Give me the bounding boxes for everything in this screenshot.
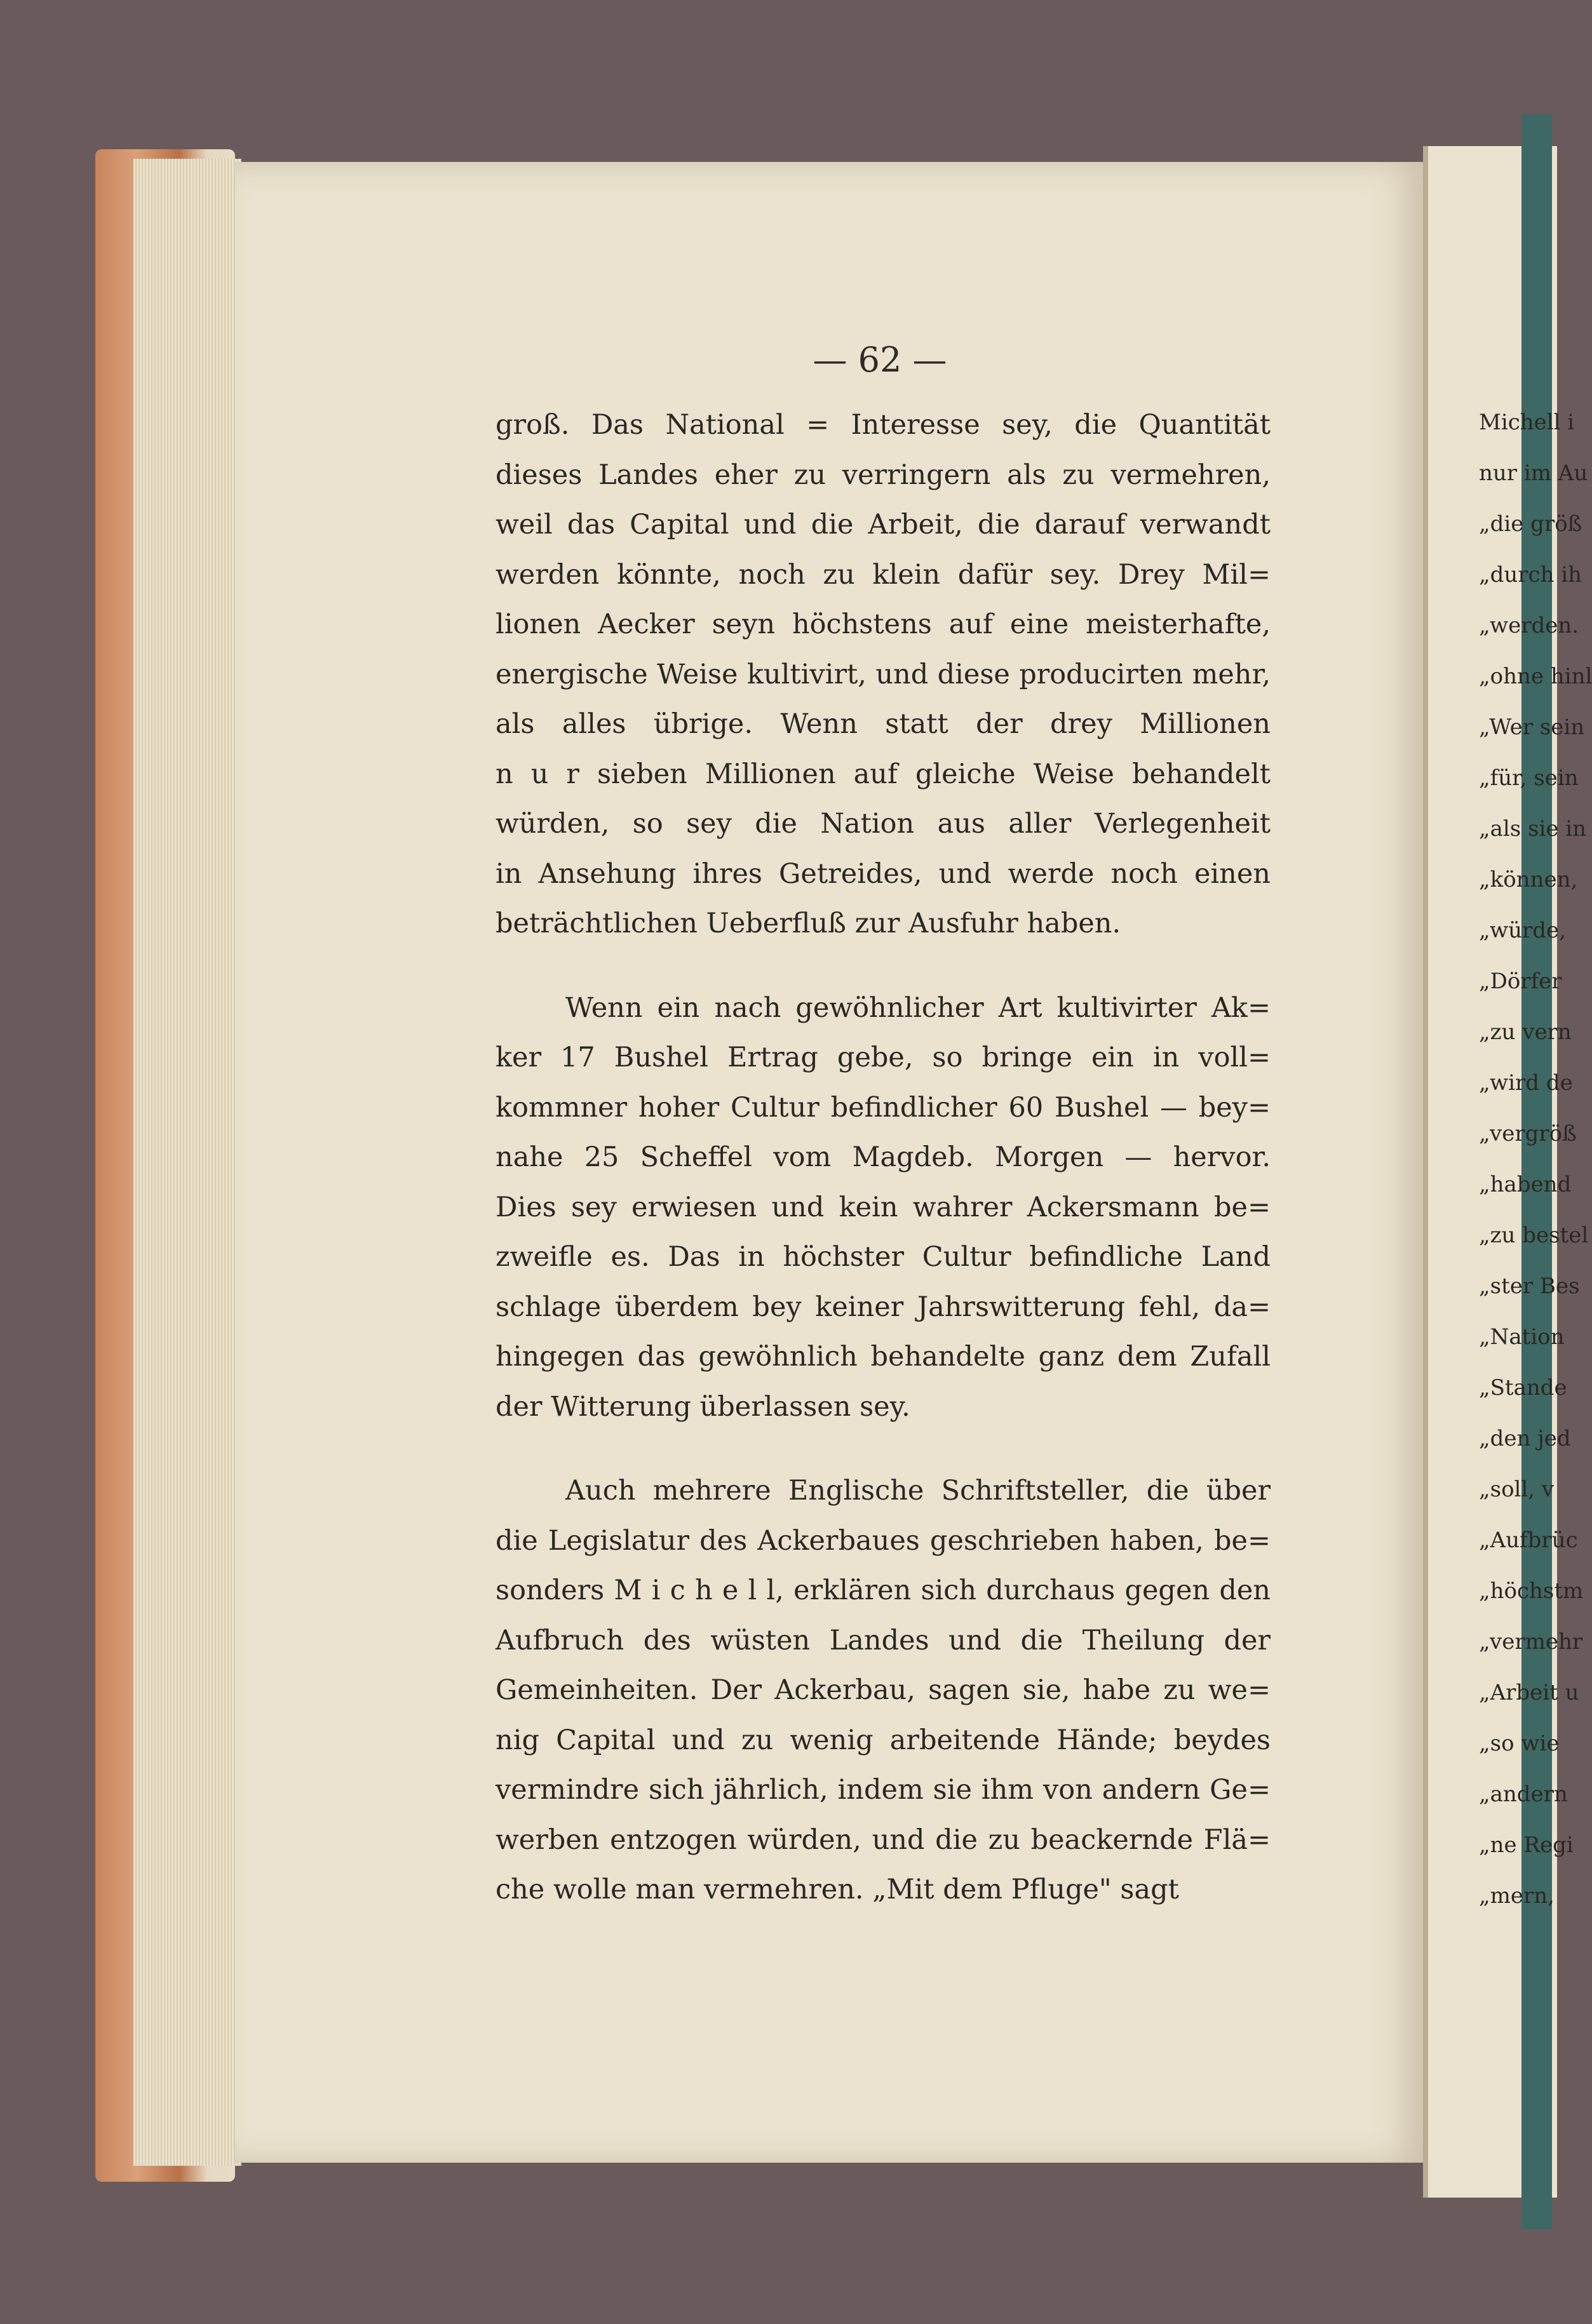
text-line: weil das Capital und die Arbeit, die darauf verwandt [496, 509, 1271, 541]
text-line: Gemeinheiten. Der Ackerbau, sagen sie, habe zu we= [496, 1674, 1271, 1706]
text-line: che wolle man vermehren. „Mit dem Pfluge" sagt [496, 1874, 1179, 1905]
text-line: groß. Das National = Interesse sey, die Quantität [496, 409, 1271, 441]
facing-text-line: „würde, [1479, 918, 1566, 943]
facing-text-line: „Arbeit u [1479, 1680, 1579, 1705]
page-body-text [496, 400, 1271, 1915]
facing-text-line: „andern [1479, 1782, 1568, 1807]
text-line: n u r sieben Millionen auf gleiche Weise behandelt [496, 758, 1271, 790]
text-line: kommner hoher Cultur befindlicher 60 Bushel — bey= [496, 1091, 1271, 1124]
facing-text-line: „höchstm [1479, 1578, 1584, 1604]
text-line: der Witterung überlassen sey. [496, 1390, 910, 1423]
paragraph [496, 400, 1271, 949]
page-number: — 62 — [813, 340, 947, 380]
paragraph [496, 1466, 1271, 1915]
text-line: Aufbruch des wüsten Landes und die Theilung der [496, 1624, 1271, 1656]
facing-text-line: nur im Au [1479, 460, 1588, 486]
facing-text-line: „ohne hinl [1479, 664, 1592, 689]
facing-text-line: „die größ [1479, 511, 1582, 537]
text-line: beträchtlichen Ueberfluß zur Ausfuhr haben. [496, 908, 1121, 939]
text-line: vermindre sich jährlich, indem sie ihm von andern Ge= [496, 1774, 1271, 1806]
facing-text-line: „so wie [1479, 1731, 1560, 1756]
text-line: nig Capital und zu wenig arbeitende Hände; beydes [496, 1724, 1271, 1756]
facing-text-line: „Aufbrüc [1479, 1528, 1578, 1553]
text-line: werben entzogen würden, und die zu beackernde Flä= [496, 1824, 1271, 1856]
facing-text-line: „wird de [1479, 1070, 1573, 1096]
facing-text-line: „zu vern [1479, 1019, 1572, 1045]
text-line: dieses Landes eher zu verringern als zu vermehren, [496, 459, 1271, 491]
facing-text-line: „als sie in [1479, 816, 1587, 842]
facing-text-line: „soll, v [1479, 1477, 1555, 1502]
page-stack-edges [133, 159, 241, 2166]
text-line: werden könnte, noch zu klein dafür sey. Drey Mil= [496, 558, 1271, 591]
facing-text-line: „habend [1479, 1172, 1572, 1197]
facing-text-line: „für, sein [1479, 765, 1579, 791]
text-line: Wenn ein nach gewöhnlicher Art kultivirter Ak= [565, 991, 1271, 1024]
facing-text-line: „können, [1479, 867, 1578, 892]
facing-text-line: „Dörfer [1479, 969, 1562, 994]
text-line: lionen Aecker seyn höchstens auf eine meisterhafte, [496, 608, 1271, 640]
facing-page-text [1479, 397, 1592, 1921]
facing-text-line: „Nation [1479, 1324, 1565, 1350]
facing-text-line: „ne Regi [1479, 1832, 1574, 1858]
facing-text-line: „Wer sein [1479, 715, 1585, 740]
paragraph-gap [496, 949, 1271, 983]
text-line: die Legislatur des Ackerbaues geschrieben haben, be= [496, 1524, 1271, 1557]
paragraph-gap [496, 1432, 1271, 1466]
text-line: ker 17 Bushel Ertrag gebe, so bringe ein in voll= [496, 1042, 1271, 1073]
facing-text-line: „vergröß [1479, 1121, 1577, 1146]
text-line: nahe 25 Scheffel vom Magdeb. Morgen — hervor. [496, 1141, 1271, 1173]
facing-text-line: „ster Bes [1479, 1273, 1580, 1299]
facing-text-line: Michell i [1479, 410, 1575, 435]
paragraph [496, 983, 1271, 1432]
text-line: zweifle es. Das in höchster Cultur befindliche Land [496, 1241, 1271, 1273]
text-line: würden, so sey die Nation aus aller Verlegenheit [496, 808, 1271, 840]
facing-text-line: „vermehr [1479, 1629, 1583, 1655]
facing-text-line: „zu bestel [1479, 1223, 1589, 1248]
text-line: schlage überdem bey keiner Jahrswitterung fehl, da= [496, 1291, 1271, 1323]
text-line: Auch mehrere Englische Schriftsteller, die über [565, 1475, 1271, 1507]
facing-text-line: „werden. [1479, 613, 1579, 638]
text-line: als alles übrige. Wenn statt der drey Millionen [496, 708, 1271, 740]
facing-text-line: „mern, [1479, 1883, 1555, 1909]
text-line: hingegen das gewöhnlich behandelte ganz dem Zufall [496, 1341, 1271, 1373]
text-line: energische Weise kultivirt, und diese producirten mehr, [496, 658, 1271, 690]
facing-text-line: „durch ih [1479, 562, 1582, 588]
text-line: Dies sey erwiesen und kein wahrer Ackersmann be= [496, 1191, 1271, 1223]
text-line: in Ansehung ihres Getreides, und werde noch einen [496, 857, 1271, 890]
text-line: sonders M i c h e l l, erklären sich durchaus gegen den [496, 1575, 1271, 1606]
facing-text-line: „den jed [1479, 1426, 1571, 1451]
facing-text-line: „Stande [1479, 1375, 1567, 1400]
